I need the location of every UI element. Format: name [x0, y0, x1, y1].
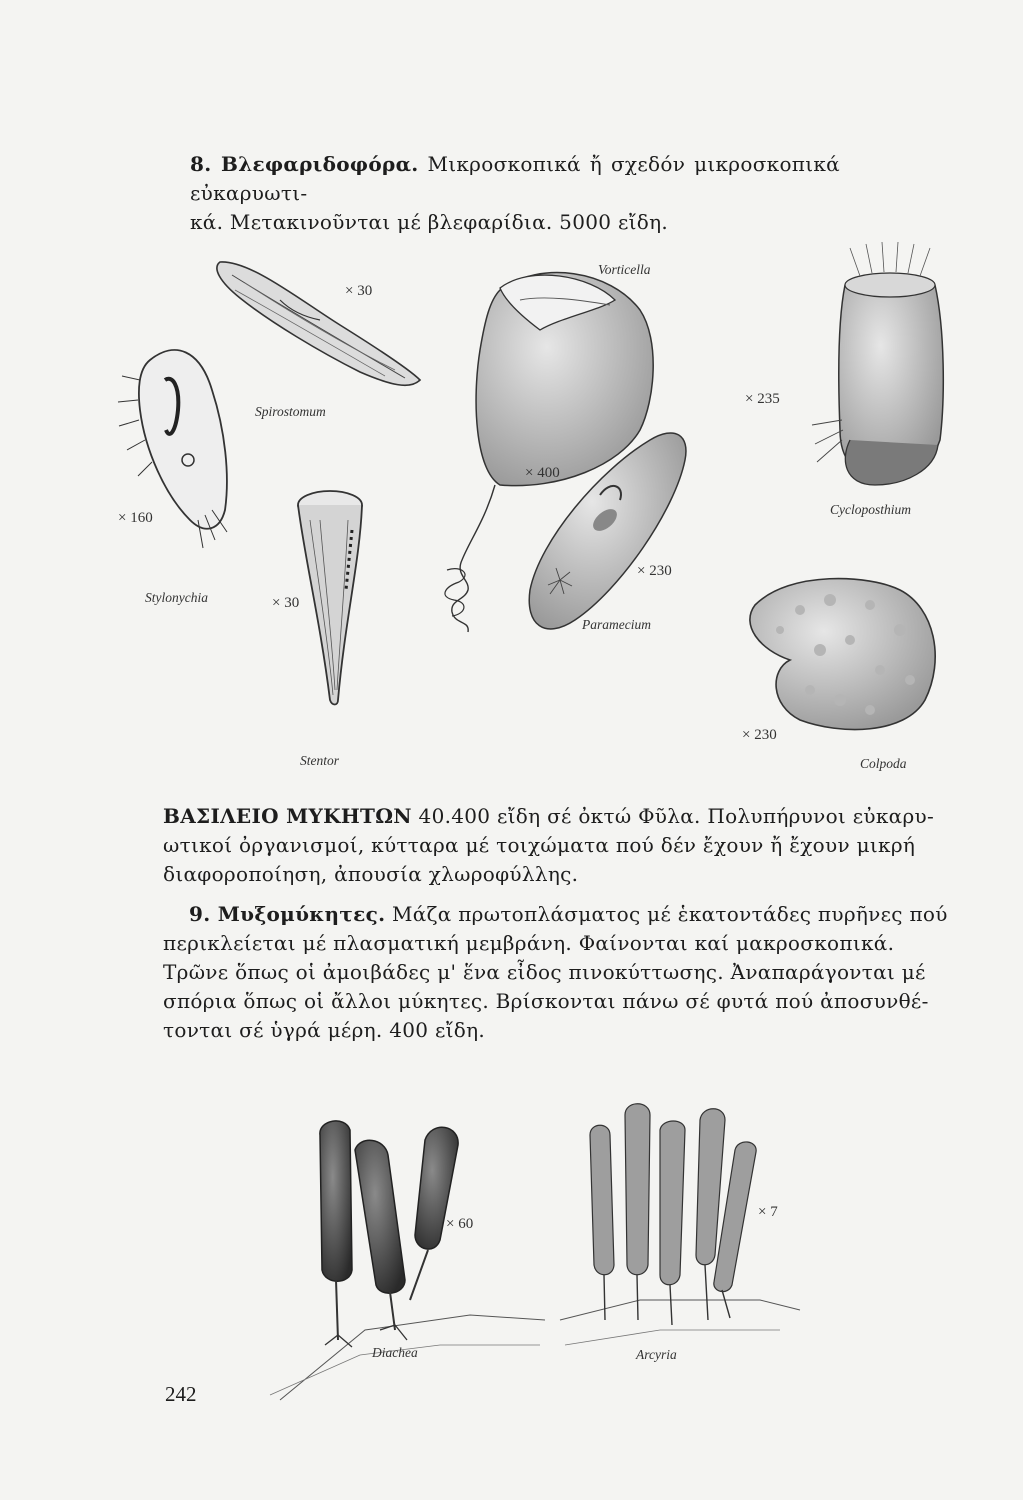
kingdom-line-2: ωτικοί ὀργανισμοί, κύτταρα μέ τοιχώματα πού δέν ἔχουν ἤ ἔχουν μικρή [163, 833, 916, 857]
caption-colpoda: Colpoda [860, 756, 907, 771]
section-8-body-line-1: Μικροσκοπικά ἤ σχεδόν μικροσκοπικά εὐκαρυωτι- [190, 152, 840, 205]
mag-colpoda: × 230 [742, 727, 777, 743]
caption-stentor: Stentor [300, 753, 339, 768]
cycloposthium-drawing [812, 242, 943, 485]
section-8-body-line-2: κά. Μετακινοῦνται μέ βλεφαρίδια. 5000 εἴδη. [190, 210, 669, 234]
section-9-line-1: Μάζα πρωτοπλάσματος μέ ἑκατοντάδες πυρῆνες πού [385, 902, 948, 926]
caption-vorticella: Vorticella [598, 262, 651, 277]
colpoda-drawing [750, 579, 935, 730]
mag-spirostomum: × 30 [345, 283, 373, 299]
page-number: 242 [165, 1382, 197, 1406]
caption-cycloposthium: Cycloposthium [830, 502, 911, 517]
kingdom-line-1: 40.400 εἴδη σέ ὀκτώ Φῦλα. Πολυπήρυνοι εὐκαρυ- [411, 804, 935, 828]
caption-arcyria: Arcyria [636, 1347, 677, 1362]
mag-stylonychia: × 160 [118, 510, 153, 526]
kingdom-fungi-paragraph [163, 802, 949, 889]
section-9-heading: 9. Μυξομύκητες. [189, 902, 386, 926]
caption-spirostomum: Spirostomum [255, 404, 326, 419]
caption-diachea: Diachea [372, 1345, 418, 1360]
caption-paramecium: Paramecium [582, 617, 651, 632]
kingdom-title: ΒΑΣΙΛΕΙΟ ΜΥΚΗΤΩΝ [163, 804, 412, 828]
mag-vorticella: × 400 [525, 465, 560, 481]
section-9-line-3: Τρῶνε ὅπως οἱ ἀμοιβάδες μ' ἕνα εἶδος πινοκύττωσης. Ἀναπαράγονται μέ [163, 960, 926, 984]
section-8-heading: 8. Βλεφαριδοφόρα. [190, 152, 419, 176]
mag-paramecium: × 230 [637, 563, 672, 579]
section-9-line-4: σπόρια ὅπως οἱ ἄλλοι μύκητες. Βρίσκονται πάνω σέ φυτά πού ἀποσυνθέ- [163, 989, 929, 1013]
section-9-paragraph [163, 900, 949, 1045]
kingdom-line-3: διαφοροποίηση, ἀπουσία χλωροφύλλης. [163, 862, 579, 886]
section-9-line-5: τονται σέ ὑγρά μέρη. 400 εἴδη. [163, 1018, 486, 1042]
mag-diachea: × 60 [446, 1216, 474, 1232]
caption-stylonychia: Stylonychia [145, 590, 208, 605]
stentor-drawing [298, 491, 362, 705]
spirostomum-drawing [217, 262, 420, 385]
mag-cycloposthium: × 235 [745, 391, 780, 407]
mag-stentor: × 30 [272, 595, 300, 611]
mag-arcyria: × 7 [758, 1204, 778, 1220]
section-9-line-2: περικλείεται μέ πλασματική μεμβράνη. Φαίνονται καί μακροσκοπικά. [163, 931, 895, 955]
arcyria-drawing [560, 1104, 800, 1345]
